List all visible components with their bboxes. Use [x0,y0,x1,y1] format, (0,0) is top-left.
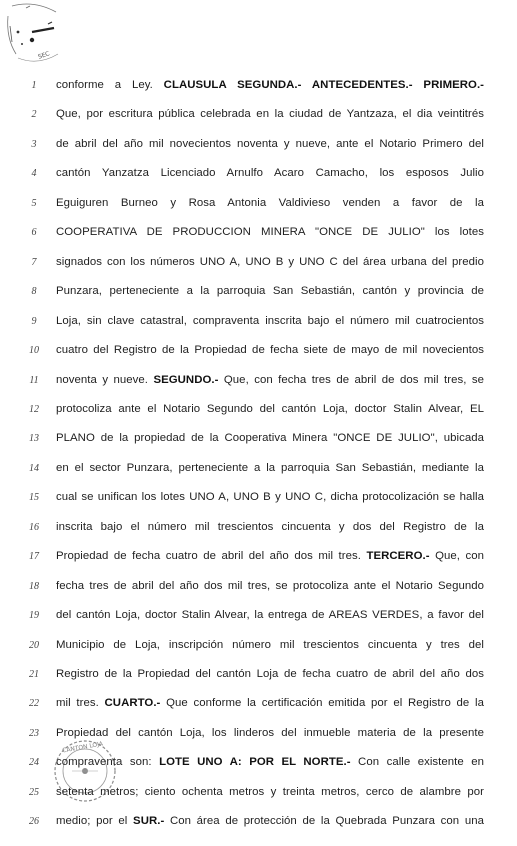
text-run: Propiedad de fecha cuatro de abril del año dos mil tres. [56,550,367,562]
document-line [0,286,517,316]
text-run: de abril del año mil novecientos noventa y nueve, ante el Notario Primero del [56,138,484,150]
document-line [0,640,517,670]
text-run: en el sector Punzara, perteneciente a la parroquia San Sebastián, mediante la [56,462,484,474]
document-line [0,227,517,257]
text-run: cuatro del Registro de la Propiedad de fecha siete de mayo de mil novecientos [56,344,484,356]
document-line [0,757,517,787]
line-number: 20 [29,640,39,651]
text-run: setenta metros; ciento ochenta metros y treinta metros, cerco de alambre por [56,786,484,798]
document-line [0,728,517,758]
line-text [56,166,484,180]
document-line [0,257,517,287]
notary-seal-stamp-top [4,2,62,64]
text-run: conforme a Ley. [56,79,164,91]
line-number: 4 [31,168,37,179]
document-line [0,375,517,405]
line-number: 14 [29,463,39,474]
line-number: 6 [31,227,37,238]
line-text [56,431,484,445]
text-run: Que conforme la certificación emitida por el Registro de la [160,697,484,709]
line-text [56,490,484,504]
document-line [0,492,517,522]
line-number: 26 [29,816,39,827]
line-text [56,196,484,210]
line-number: 12 [29,404,39,415]
document-line [0,109,517,139]
bold-text: SEGUNDO.- [153,374,219,386]
line-text [56,549,484,563]
line-text [56,225,484,239]
document-line [0,816,517,846]
text-run: Punzara, perteneciente a la parroquia San Sebastián, cantón y provincia de [56,285,484,297]
line-text [56,137,484,151]
line-text [56,402,484,416]
line-text [56,608,484,622]
text-run: Que, por escritura pública celebrada en la ciudad de Yantzaza, el dia veintitrés [56,108,484,120]
text-run: mil tres. [56,697,105,709]
line-text [56,107,484,121]
line-text [56,255,484,269]
line-text [56,520,484,534]
seal-icon [4,2,62,64]
text-run: cantón Yanzatza Licenciado Arnulfo Acaro Camacho, los esposos Julio [56,167,484,179]
bold-text: CLAUSULA SEGUNDA.- ANTECEDENTES.- PRIMERO.- [163,79,485,91]
document-line [0,581,517,611]
text-run: Con calle existente en [350,756,484,768]
line-number: 10 [29,345,39,356]
line-text [56,78,484,92]
text-run: signados con los números UNO A, UNO B y UNO C del área urbana del predio [56,256,484,268]
line-text [56,755,484,769]
document-line [0,316,517,346]
line-number: 16 [29,522,39,533]
text-run: protocoliza ante el Notario Segundo del cantón Loja, doctor Stalin Alvear, EL [56,403,484,415]
line-number: 24 [29,757,39,768]
bold-text: LOTE UNO A: POR EL NORTE.- [159,756,351,768]
line-text [56,726,484,740]
line-number: 9 [31,316,37,327]
line-number: 2 [31,109,37,120]
line-number: 5 [31,198,37,209]
text-run: medio; por el [56,815,134,827]
text-run: Registro de la Propiedad del cantón Loja de fecha cuatro de abril del año dos [56,668,484,680]
line-number: 15 [29,492,39,503]
line-text [56,343,484,357]
document-line [0,433,517,463]
line-text [56,461,484,475]
line-text [56,696,484,710]
text-run: fecha tres de abril del año dos mil tres, se protocoliza ante el Notario Segundo [56,580,484,592]
text-run: Eguiguren Burneo y Rosa Antonia Valdivieso venden a favor de la [56,197,484,209]
document-line [0,345,517,375]
line-number: 3 [31,139,37,150]
line-number: 23 [29,728,39,739]
text-run: noventa y nueve. [56,374,154,386]
text-run: Con área de protección de la Quebrada Punzara con una [164,815,484,827]
seal-text-bottom: CANTON LOJA [61,740,104,755]
document-line [0,610,517,640]
text-run: Que, con [429,550,484,562]
document-line [0,198,517,228]
document-line [0,669,517,699]
text-run: del cantón Loja, doctor Stalin Alvear, la entrega de AREAS VERDES, a favor del [56,609,484,621]
line-number: 19 [29,610,39,621]
bold-text: TERCERO.- [366,550,430,562]
line-number: 25 [29,787,39,798]
line-text [56,579,484,593]
document-line [0,168,517,198]
line-number: 21 [29,669,39,680]
document-line [0,698,517,728]
document-line [0,139,517,169]
text-run: Loja, sin clave catastral, compraventa inscrita bajo el número mil cuatrocientos [56,315,484,327]
document-line [0,551,517,581]
line-number: 8 [31,286,37,297]
bold-text: CUARTO.- [104,697,161,709]
line-text [56,814,484,828]
text-run: COOPERATIVA DE PRODUCCION MINERA "ONCE DE JULIO" los lotes [56,226,484,238]
text-run: compraventa son: [56,756,160,768]
text-run: Municipio de Loja, inscripción número mil trescientos cincuenta y tres del [56,639,484,651]
line-text [56,667,484,681]
seal-text-top: SEC [37,50,51,61]
document-line [0,404,517,434]
bold-text: SUR.- [133,815,165,827]
document-line [0,463,517,493]
text-run: Propiedad del cantón Loja, los linderos del inmueble materia de la presente [56,727,484,739]
line-text [56,284,484,298]
document-line [0,787,517,817]
line-number: 18 [29,581,39,592]
text-run: cual se unifican los lotes UNO A, UNO B y UNO C, dicha protocolización se halla [56,491,484,503]
line-text [56,373,484,387]
line-text [56,785,484,799]
text-run: inscrita bajo el número mil trescientos cincuenta y dos del Registro de la [56,521,484,533]
text-run: PLANO de la propiedad de la Cooperativa Minera "ONCE DE JULIO", ubicada [56,432,484,444]
line-number: 7 [31,257,37,268]
text-run: Que, con fecha tres de abril de dos mil tres, se [218,374,484,386]
line-number: 1 [31,80,37,91]
document-line [0,80,517,110]
line-number: 11 [29,375,39,386]
line-text [56,638,484,652]
document-line [0,522,517,552]
line-text [56,314,484,328]
line-number: 17 [29,551,39,562]
line-number: 13 [29,433,39,444]
line-number: 22 [29,698,39,709]
